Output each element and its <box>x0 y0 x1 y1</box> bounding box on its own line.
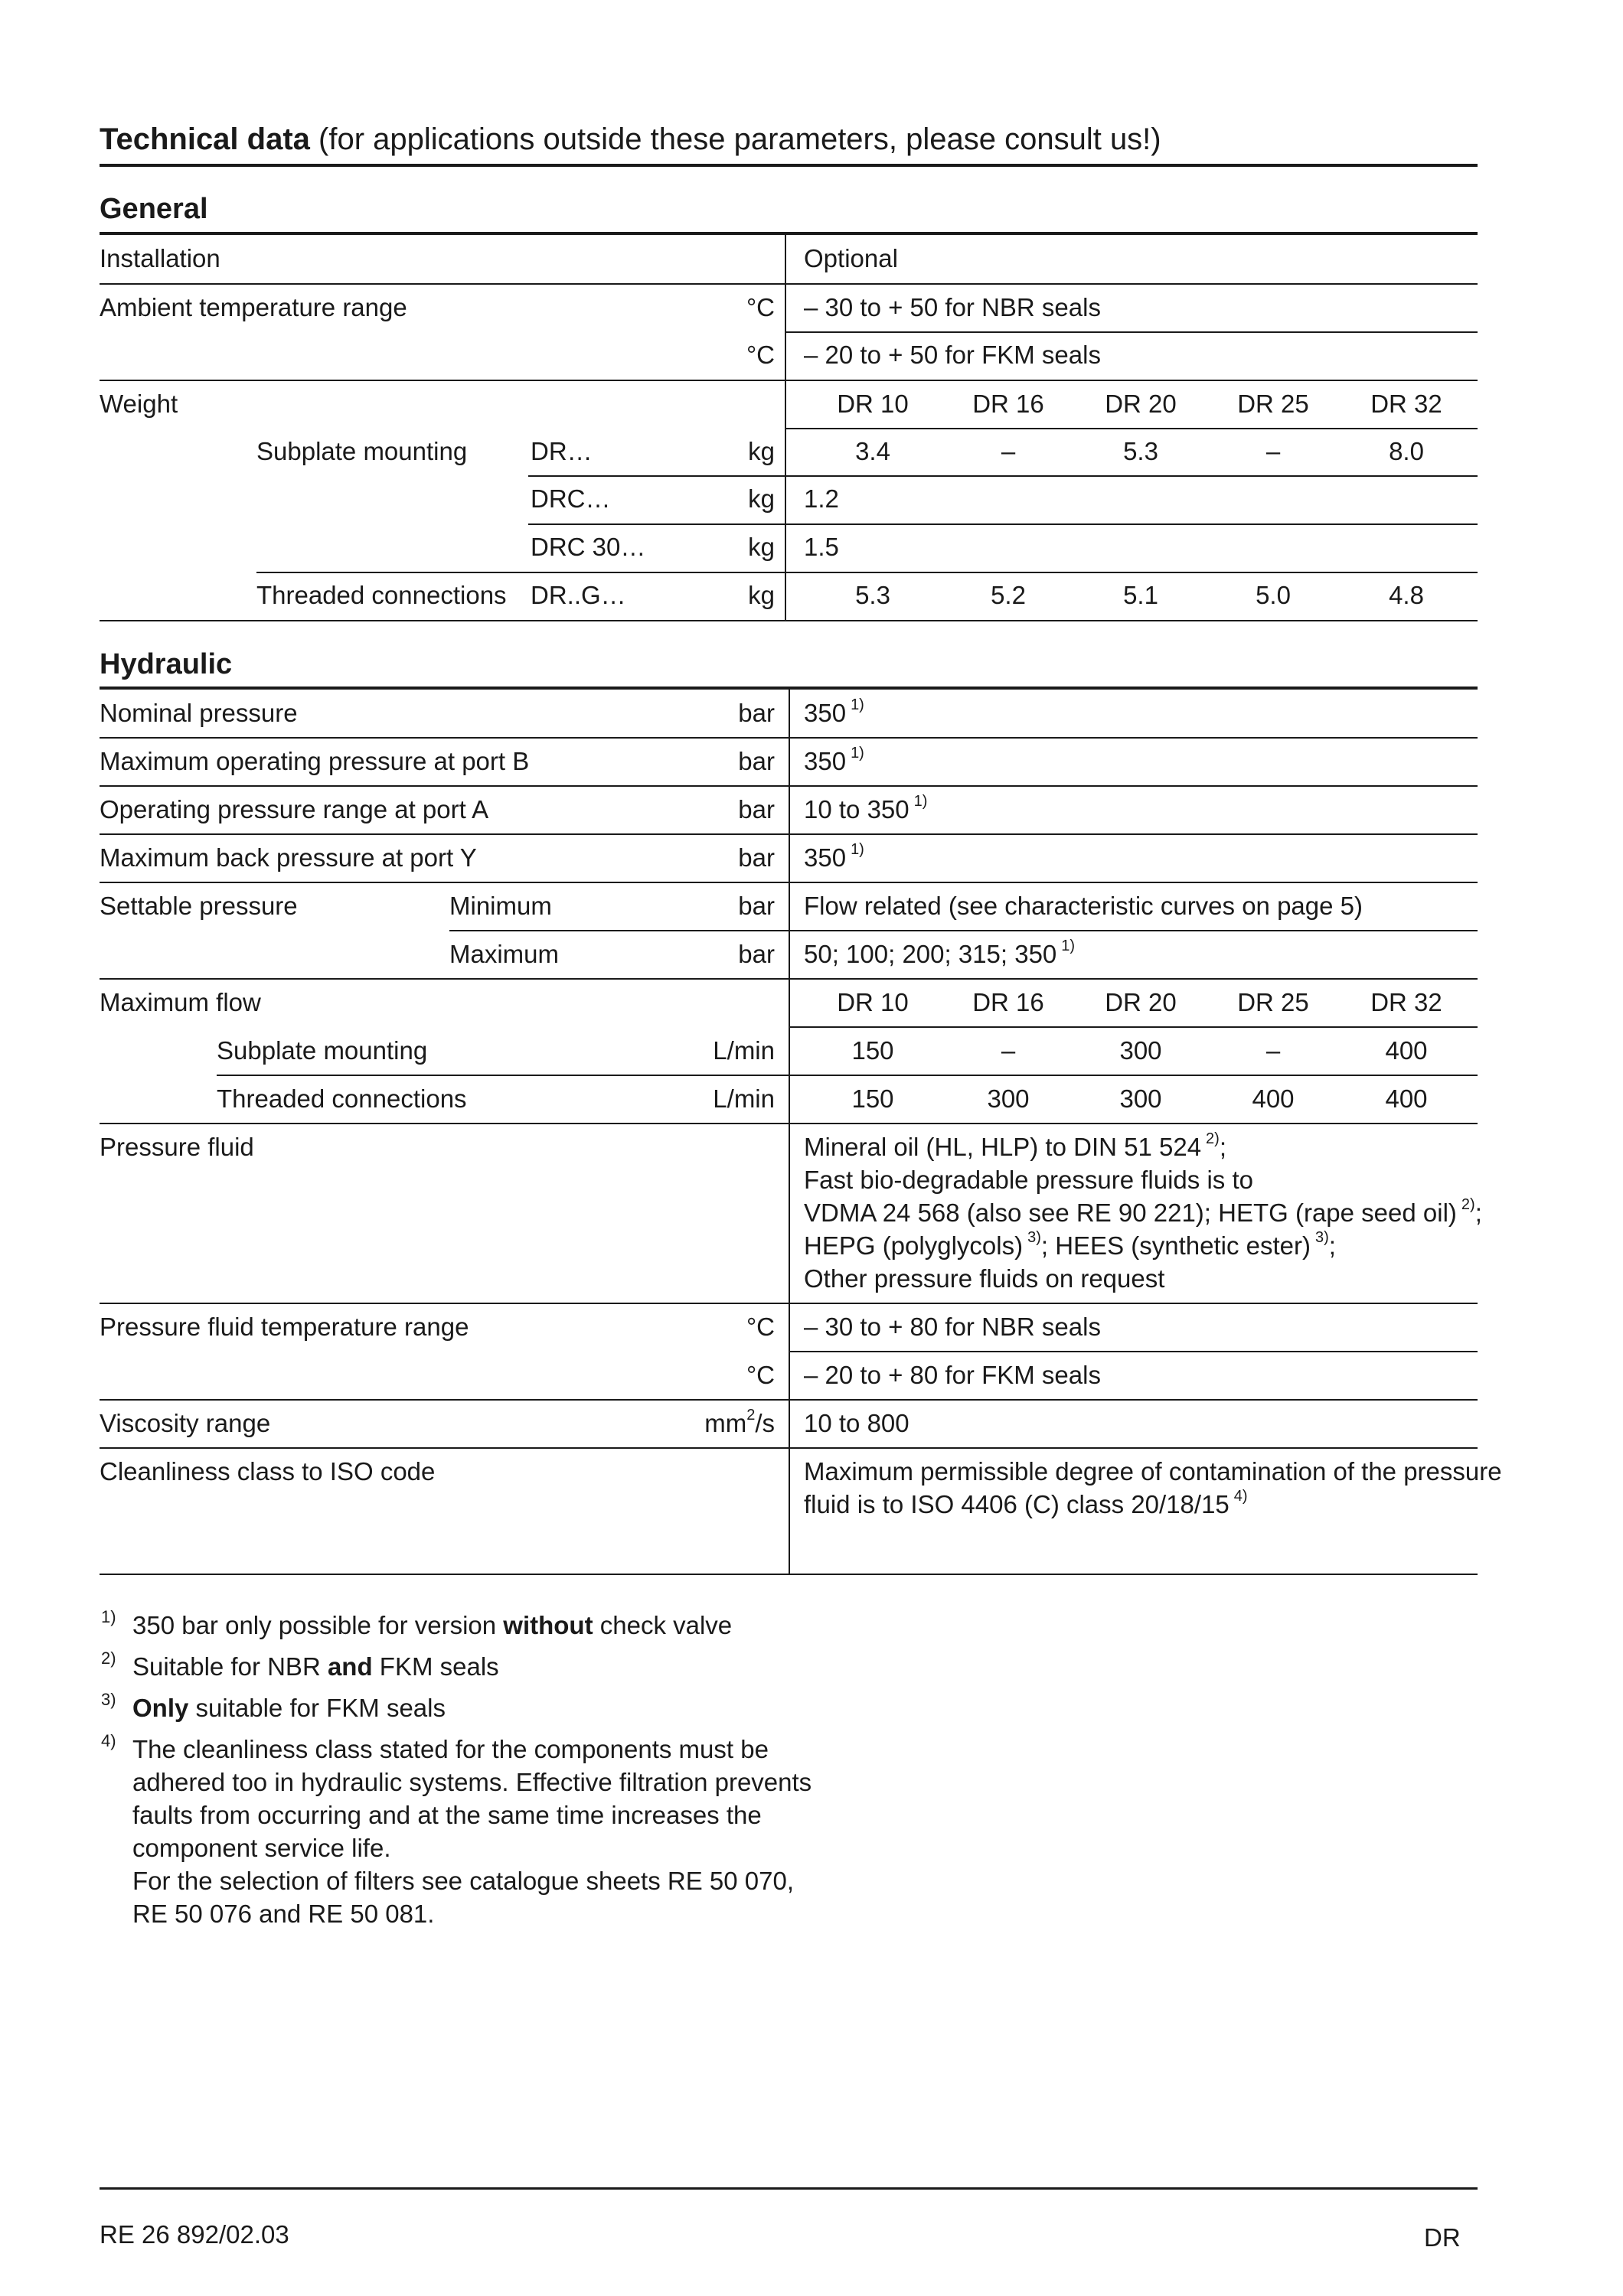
row-rule <box>100 1123 1478 1124</box>
ambient-value-2: – 20 to + 50 for FKM seals <box>804 341 1101 369</box>
weight-size-dr32: DR 32 <box>1370 390 1442 418</box>
range-a-label: Operating pressure range at port A <box>100 795 489 823</box>
cleanliness-label: Cleanliness class to ISO code <box>100 1457 436 1486</box>
flow-size-dr16: DR 16 <box>972 988 1044 1016</box>
row-rule <box>789 1351 1478 1352</box>
footnote-number: 2) <box>101 1649 116 1668</box>
footnote-number: 3) <box>101 1690 116 1709</box>
nominal-pressure-unit: bar <box>738 699 775 727</box>
row-rule <box>789 1026 1478 1028</box>
weight-value: 5.1 <box>1123 581 1158 609</box>
weight-type-drc: DRC… <box>531 484 611 513</box>
settable-max-value: 50; 100; 200; 315; 350 $^{1)}$ <box>804 938 1076 968</box>
settable-max-unit: bar <box>738 940 775 968</box>
flow-size-dr10: DR 10 <box>837 988 909 1016</box>
settable-max-label: Maximum <box>449 940 560 968</box>
row-rule <box>100 620 1478 621</box>
row-rule <box>449 930 1478 931</box>
flow-size-dr25: DR 25 <box>1237 988 1309 1016</box>
footnote-ref: 3) <box>1314 1229 1329 1246</box>
weight-value: 1.2 <box>804 484 839 513</box>
flow-value: 300 <box>987 1084 1030 1113</box>
weight-subplate-label: Subplate mounting <box>256 437 468 465</box>
row-rule <box>100 882 1478 883</box>
row-rule <box>785 331 1478 333</box>
flow-subplate-label: Subplate mounting <box>217 1036 428 1065</box>
footnote-text: Only suitable for FKM seals <box>132 1694 446 1722</box>
row-rule <box>100 1399 1478 1401</box>
footnote-ref: 3) <box>1027 1229 1041 1246</box>
row-rule <box>100 380 1478 381</box>
nominal-pressure-label: Nominal pressure <box>100 699 298 727</box>
row-rule <box>100 737 1478 739</box>
ambient-unit-2: °C <box>746 341 775 369</box>
footnote-ref: 1) <box>913 793 928 810</box>
footnote-ref: 4) <box>1233 1488 1248 1505</box>
ambient-unit-1: °C <box>746 293 775 321</box>
flow-value: 300 <box>1119 1036 1162 1065</box>
row-rule <box>100 1447 1478 1449</box>
weight-unit: kg <box>748 484 775 513</box>
nominal-pressure-value: 350 $^{1)}$ <box>804 696 864 727</box>
row-rule <box>100 283 1478 285</box>
footnote-ref: 1) <box>851 745 864 762</box>
weight-value: – <box>1001 437 1016 465</box>
back-pressure-y-unit: bar <box>738 843 775 872</box>
weight-value: 8.0 <box>1389 437 1424 465</box>
max-pressure-b-unit: bar <box>738 747 775 775</box>
weight-value: 5.3 <box>855 581 890 609</box>
weight-value: 3.4 <box>855 437 890 465</box>
pressure-fluid-line: Other pressure fluids on request <box>804 1264 1165 1293</box>
weight-value: 1.5 <box>804 533 839 561</box>
flow-size-dr32: DR 32 <box>1370 988 1442 1016</box>
footnote-ref: 2) <box>1206 1130 1220 1147</box>
title-bold: Technical data <box>100 122 310 156</box>
weight-value: – <box>1265 437 1281 465</box>
flow-value: 400 <box>1252 1084 1295 1113</box>
footnote-text: component service life. <box>132 1834 391 1862</box>
flow-value: – <box>1265 1036 1281 1065</box>
max-pressure-b-value: 350 $^{1)}$ <box>804 745 864 775</box>
title-rule <box>100 164 1478 167</box>
fluid-temp-value-1: – 30 to + 80 for NBR seals <box>804 1313 1101 1341</box>
pressure-fluid-line: HEPG (polyglycols) $^{3)}$; HEES (synthetic ester) $^{3)}$; <box>804 1229 1336 1260</box>
footnote-number: 1) <box>101 1607 116 1626</box>
flow-size-dr20: DR 20 <box>1105 988 1177 1016</box>
flow-value: 300 <box>1119 1084 1162 1113</box>
pressure-fluid-line: Mineral oil (HL, HLP) to DIN 51 524 $^{2)}$; <box>804 1130 1227 1161</box>
row-rule <box>528 475 1478 477</box>
cleanliness-line: fluid is to ISO 4406 (C) class 20/18/15 $^{4)}$ <box>804 1488 1248 1518</box>
max-flow-label: Maximum flow <box>100 988 261 1016</box>
fluid-temp-value-2: – 20 to + 80 for FKM seals <box>804 1361 1101 1389</box>
footnote-text: The cleanliness class stated for the components must be <box>132 1735 769 1763</box>
row-rule <box>100 1303 1478 1304</box>
settable-min-unit: bar <box>738 892 775 920</box>
max-pressure-b-label: Maximum operating pressure at port B <box>100 747 530 775</box>
fluid-temp-label: Pressure fluid temperature range <box>100 1313 469 1341</box>
section-general-heading: General <box>100 193 208 225</box>
weight-size-dr10: DR 10 <box>837 390 909 418</box>
weight-type-dr: DR… <box>531 437 593 465</box>
flow-value: 150 <box>851 1084 894 1113</box>
range-a-value: 10 to 350 $^{1)}$ <box>804 793 928 823</box>
row-rule <box>528 523 1478 525</box>
weight-unit: kg <box>748 581 775 609</box>
footnote-text: Suitable for NBR and FKM seals <box>132 1652 499 1681</box>
row-rule <box>100 785 1478 787</box>
general-divider <box>785 233 786 621</box>
footnote-text: RE 50 076 and RE 50 081. <box>132 1900 435 1928</box>
footnote-text: faults from occurring and at the same time increases the <box>132 1801 762 1829</box>
pressure-fluid-label: Pressure fluid <box>100 1133 254 1161</box>
ambient-value-1: – 30 to + 50 for NBR seals <box>804 293 1101 321</box>
title-rest: (for applications outside these parameters, please consult us!) <box>318 122 1161 156</box>
flow-value: 400 <box>1385 1084 1428 1113</box>
weight-type-drc30: DRC 30… <box>531 533 646 561</box>
settable-pressure-label: Settable pressure <box>100 892 298 920</box>
footer-product-code: DR <box>1424 2223 1461 2252</box>
flow-threaded-label: Threaded connections <box>217 1084 467 1113</box>
footnote-ref: 1) <box>1061 938 1076 954</box>
weight-unit: kg <box>748 437 775 465</box>
table-bottom-rule <box>100 1574 1478 1575</box>
footnote-number: 4) <box>101 1731 116 1750</box>
flow-unit: L/min <box>713 1036 775 1065</box>
general-rule <box>100 232 1478 235</box>
flow-value: – <box>1001 1036 1016 1065</box>
viscosity-label: Viscosity range <box>100 1409 271 1437</box>
weight-value: 5.3 <box>1123 437 1158 465</box>
settable-min-value: Flow related (see characteristic curves on page 5) <box>804 892 1363 920</box>
back-pressure-y-label: Maximum back pressure at port Y <box>100 843 477 872</box>
cleanliness-line: Maximum permissible degree of contamination of the pressure <box>804 1457 1502 1486</box>
installation-value: Optional <box>804 244 898 272</box>
row-rule <box>785 428 1478 429</box>
footnote-ref: 1) <box>851 696 864 713</box>
weight-label: Weight <box>100 390 178 418</box>
viscosity-unit: $mm^2/s$ <box>704 1407 775 1437</box>
range-a-unit: bar <box>738 795 775 823</box>
settable-min-label: Minimum <box>449 892 552 920</box>
footnote-text: For the selection of filters see catalogue sheets RE 50 070, <box>132 1867 794 1895</box>
footnote-ref: 2) <box>1461 1196 1475 1213</box>
pressure-fluid-line: Fast bio-degradable pressure fluids is to <box>804 1166 1253 1194</box>
weight-value: 5.2 <box>991 581 1026 609</box>
row-rule <box>100 833 1478 835</box>
footer-document-number: RE 26 892/02.03 <box>100 2220 289 2249</box>
installation-label: Installation <box>100 244 220 272</box>
weight-size-dr25: DR 25 <box>1237 390 1309 418</box>
weight-value: 5.0 <box>1256 581 1291 609</box>
row-rule <box>256 572 1478 573</box>
flow-value: 400 <box>1385 1036 1428 1065</box>
footnote-text: adhered too in hydraulic systems. Effective filtration prevents <box>132 1768 812 1796</box>
weight-type-drg: DR..G… <box>531 581 626 609</box>
weight-size-dr16: DR 16 <box>972 390 1044 418</box>
footer-rule <box>100 2187 1478 2190</box>
viscosity-value: 10 to 800 <box>804 1409 909 1437</box>
row-rule <box>217 1075 1478 1076</box>
hydraulic-divider <box>789 689 790 1575</box>
flow-value: 150 <box>851 1036 894 1065</box>
section-hydraulic-heading: Hydraulic <box>100 648 233 680</box>
weight-size-dr20: DR 20 <box>1105 390 1177 418</box>
pressure-fluid-line: VDMA 24 568 (also see RE 90 221); HETG (rape seed oil) $^{2)}$; <box>804 1196 1482 1227</box>
weight-value: 4.8 <box>1389 581 1424 609</box>
back-pressure-y-value: 350 $^{1)}$ <box>804 841 864 872</box>
fluid-temp-unit-1: °C <box>746 1313 775 1341</box>
fluid-temp-unit-2: °C <box>746 1361 775 1389</box>
ambient-label: Ambient temperature range <box>100 293 407 321</box>
weight-threaded-label: Threaded connections <box>256 581 507 609</box>
footnote-text: 350 bar only possible for version without check valve <box>132 1611 733 1639</box>
weight-unit: kg <box>748 533 775 561</box>
flow-unit: L/min <box>713 1084 775 1113</box>
footnote-ref: 1) <box>851 841 864 858</box>
row-rule <box>100 978 1478 980</box>
page-title <box>100 121 1161 158</box>
